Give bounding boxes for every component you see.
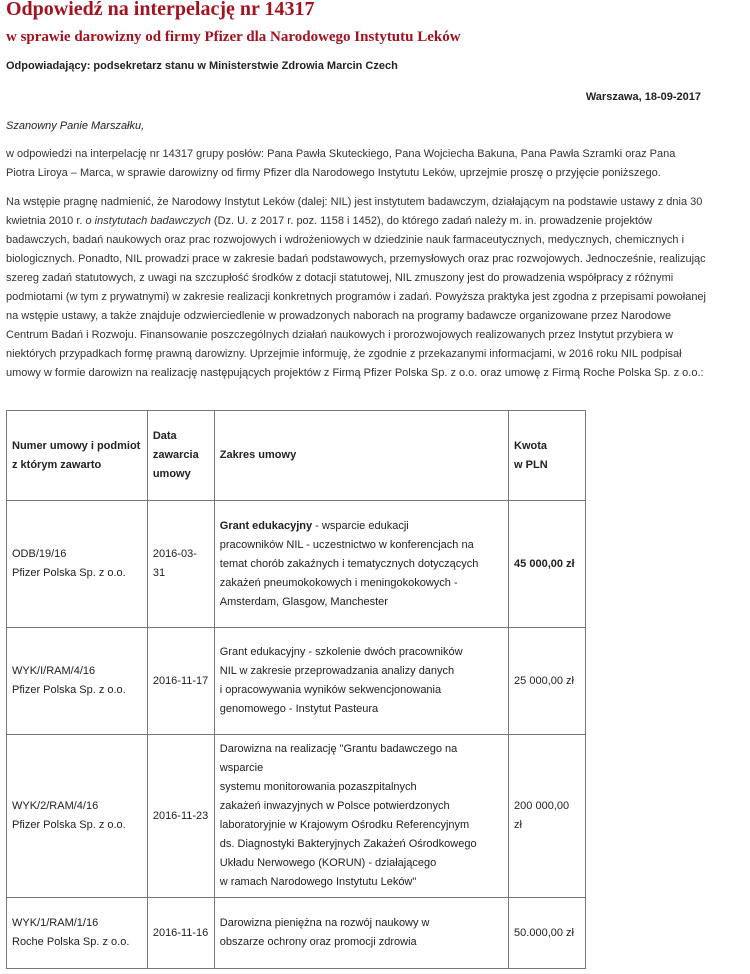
cell-contract <box>7 628 148 735</box>
paragraph-body-part-b: (Dz. U. z 2017 r. poz. 1158 i 1452), do którego zadań należy m. in. prowadzenie projektów badawczych, badań naukowych oraz prac rozwojowych i wdrożeniowych w dziedzinie nauk farmaceutycznych, medycznych, chemicznych i biologicznych. Ponadto, NIL prowadzi prace w zakresie badań podstawowych, przemysłowych oraz prac rozwojowych. Jednocześnie, realizując szereg zadań statutowych, z uwagi na szczupłość środków z dotacji statutowej, NIL zmuszony jest do prowadzenia współpracy z różnymi podmiotami (w tym z prywatnymi) w zakresie realizacji konkretnych programów i zadań. Powyższa praktyka jest zgodna z przepisami powołanej na wstępie ustawy, a także znajduje odzwierciedlenie w prowadzonych naborach na programy badawcze organizowane przez Narodowe Centrum Badań i Rozwoju. Finansowanie poszczególnych działań naukowych i prorozwojowych realizowanych przez Instytut przybiera w niektórych przypadkach formę prawną darowizny. Uprzejmie informuję, że zgodnie z przekazanymi informacjami, w 2016 roku NIL podpisał umowy w formie darowizn na realizację następujących projektów z Firmą Pfizer Polska Sp. z o.o. oraz umowę z Firmą Roche Polska Sp. z o.o.: <box>6 215 706 379</box>
table-row <box>7 628 586 735</box>
table-row <box>7 735 586 898</box>
cell-amount: 25 000,00 zł <box>509 628 586 735</box>
table-row <box>7 501 586 628</box>
cell-scope: Grant edukacyjny - szkolenie dwóch pracowników NIL w zakresie przeprowadzania analizy danych i opracowywania wyników sekwencjonowania genomowego - Instytut Pasteura <box>214 628 508 735</box>
header-contract-date: Data zawarcia umowy <box>147 411 214 501</box>
contract-party: Roche Polska Sp. z o.o. <box>12 936 130 948</box>
header-contract-scope: Zakres umowy <box>214 411 508 501</box>
contract-number: WYK/I/RAM/4/16 <box>12 665 96 677</box>
contract-number: WYK/2/RAM/4/16 <box>12 800 99 812</box>
cell-scope: Darowizna pieniężna na rozwój naukowy w obszarze ochrony oraz promocji zdrowia <box>214 898 508 969</box>
respondent-line: Odpowiadający: podsekretarz stanu w Ministerstwie Zdrowia Marcin Czech <box>6 60 398 72</box>
cell-amount: 45 000,00 zł <box>509 501 586 628</box>
contract-party: Pfizer Polska Sp. z o.o. <box>12 819 126 831</box>
cell-date: 2016-11-23 <box>147 735 214 898</box>
paragraph-intro: w odpowiedzi na interpelację nr 14317 grupy posłów: Pana Pawła Skuteckiego, Pana Wojciecha Bakuna, Pana Pawła Szramki oraz Pana Piotra Liroya – Marca, w sprawie darowizny od firmy Pfizer dla Narodowego Instytutu Leków, uprzejmie proszę o przyjęcie poniższego. <box>6 148 676 179</box>
contract-party: Pfizer Polska Sp. z o.o. <box>12 684 126 696</box>
page-subtitle: w sprawie darowizny od firmy Pfizer dla Narodowego Instytutu Leków <box>6 29 461 45</box>
cell-amount: 200 000,00 zł <box>509 735 586 898</box>
contract-party: Pfizer Polska Sp. z o.o. <box>12 567 126 579</box>
header-contract-number: Numer umowy i podmiot z którym zawarto <box>7 411 148 501</box>
cell-contract <box>7 501 148 628</box>
page-title: Odpowiedź na interpelację nr 14317 <box>6 0 315 20</box>
table-header-row <box>7 411 586 501</box>
letter-date: Warszawa, 18-09-2017 <box>585 91 701 103</box>
cell-scope: Darowizna na realizację "Grantu badawczego na wsparcie systemu monitorowania pozaszpitalnych zakażeń inwazyjnych w Polsce potwierdzonych laboratoryjnie w Krajowym Ośrodku Referencyjnym ds. Diagnostyki Bakteryjnych Zakażeń Ośrodkowego Układu Nerwowego (KORUN) - działającego w ramach Narodowego Instytutu Leków" <box>214 735 508 898</box>
cell-date: 2016-11-16 <box>147 898 214 969</box>
paragraph-body <box>6 193 706 383</box>
table-row <box>7 898 586 969</box>
cell-scope: Grant edukacyjny - wsparcie edukacji pracowników NIL - uczestnictwo w konferencjach na temat chorób zakaźnych i tematycznych dotyczących zakażeń pneumokokowych i meningokokowych - Amsterdam, Glasgow, Manchester <box>214 501 508 628</box>
cell-amount: 50.000,00 zł <box>509 898 586 969</box>
scope-strong: Grant edukacyjny <box>219 519 313 532</box>
paragraph-body-italic: o instytutach badawczych <box>85 215 211 227</box>
grants-table <box>6 410 586 969</box>
header-amount: Kwota w PLN <box>509 411 586 501</box>
paragraph-body-part-a: Na wstępie pragnę nadmienić, że Narodowy Instytut Leków (dalej: NIL) jest instytutem badawczym, działającym na podstawie ustawy z dnia 30 kwietnia 2010 r. <box>6 196 703 227</box>
cell-date: 2016-03-31 <box>147 501 214 628</box>
letter-greeting: Szanowny Panie Marszałku, <box>6 120 145 132</box>
contract-number: WYK/1/RAM/1/16 <box>12 917 99 929</box>
cell-date: 2016-11-17 <box>147 628 214 735</box>
contract-number: ODB/19/16 <box>12 548 67 560</box>
cell-contract <box>7 735 148 898</box>
cell-contract <box>7 898 148 969</box>
